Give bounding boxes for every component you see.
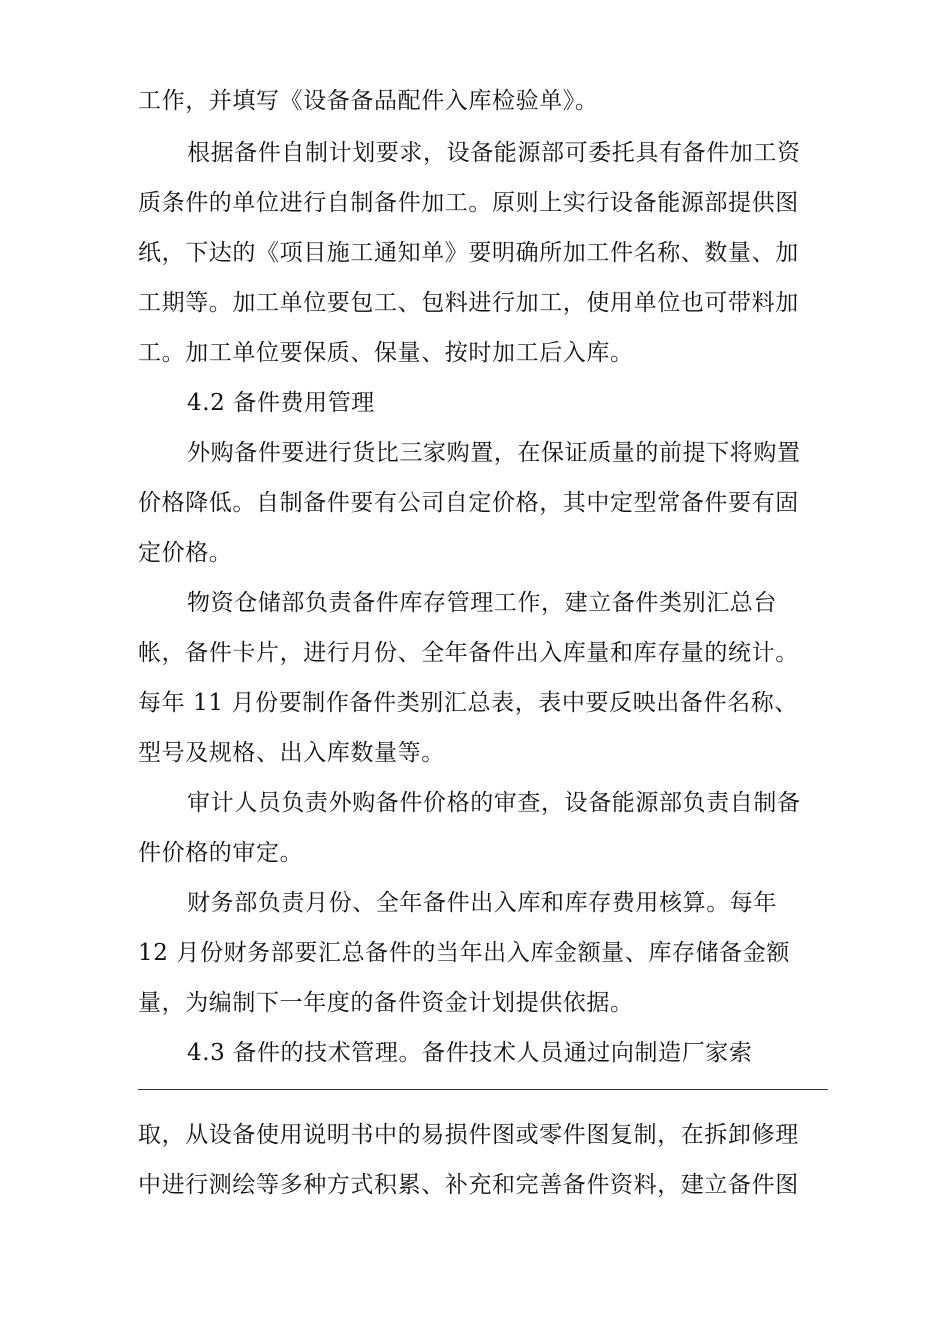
text-line-16: 件价格的审定。 [138, 840, 304, 866]
text-line-2: 根据备件自制计划要求，设备能源部可委托具有备件加工资 [187, 140, 801, 166]
text-line-5: 工期等。加工单位要包工、包料进行加工，使用单位也可带料加 [138, 290, 799, 316]
section-heading-4-3: 4.3 备件的技术管理。备件技术人员通过向制造厂家索 [187, 1040, 753, 1066]
text-line-21: 取，从设备使用说明书中的易损件图或零件图复制，在拆卸修理 [138, 1122, 799, 1148]
text-line-13: 每年 11 月份要制作备件类别汇总表，表中要反映出备件名称、 [138, 690, 798, 716]
text-line-11: 物资仓储部负责备件库存管理工作，建立备件类别汇总台 [187, 590, 777, 616]
section-heading-4-2: 4.2 备件费用管理 [187, 390, 375, 416]
text-line-3: 质条件的单位进行自制备件加工。原则上实行设备能源部提供图 [138, 190, 799, 216]
text-line-8: 外购备件要进行货比三家购置，在保证质量的前提下将购置 [187, 440, 801, 466]
text-line-1: 工作，并填写《设备备品配件入库检验单》。 [138, 88, 599, 114]
text-line-9: 价格降低。自制备件要有公司自定价格，其中定型常备件要有固 [138, 490, 799, 516]
text-line-4: 纸，下达的《项目施工通知单》要明确所加工件名称、数量、加 [138, 240, 799, 266]
text-line-18: 12 月份财务部要汇总备件的当年出入库金额量、库存储备金额 [138, 940, 790, 966]
text-line-17: 财务部负责月份、全年备件出入库和库存费用核算。每年 [187, 890, 777, 916]
text-line-22: 中进行测绘等多种方式积累、补充和完善备件资料，建立备件图 [138, 1172, 799, 1198]
text-line-15: 审计人员负责外购备件价格的审查，设备能源部负责自制备 [187, 790, 801, 816]
text-line-12: 帐，备件卡片，进行月份、全年备件出入库量和库存量的统计。 [138, 640, 799, 666]
text-line-19: 量，为编制下一年度的备件资金计划提供依据。 [138, 990, 634, 1016]
page-divider [138, 1089, 828, 1090]
text-line-6: 工。加工单位要保质、保量、按时加工后入库。 [138, 340, 634, 366]
text-line-10: 定价格。 [138, 540, 233, 566]
text-line-14: 型号及规格、出入库数量等。 [138, 740, 445, 766]
